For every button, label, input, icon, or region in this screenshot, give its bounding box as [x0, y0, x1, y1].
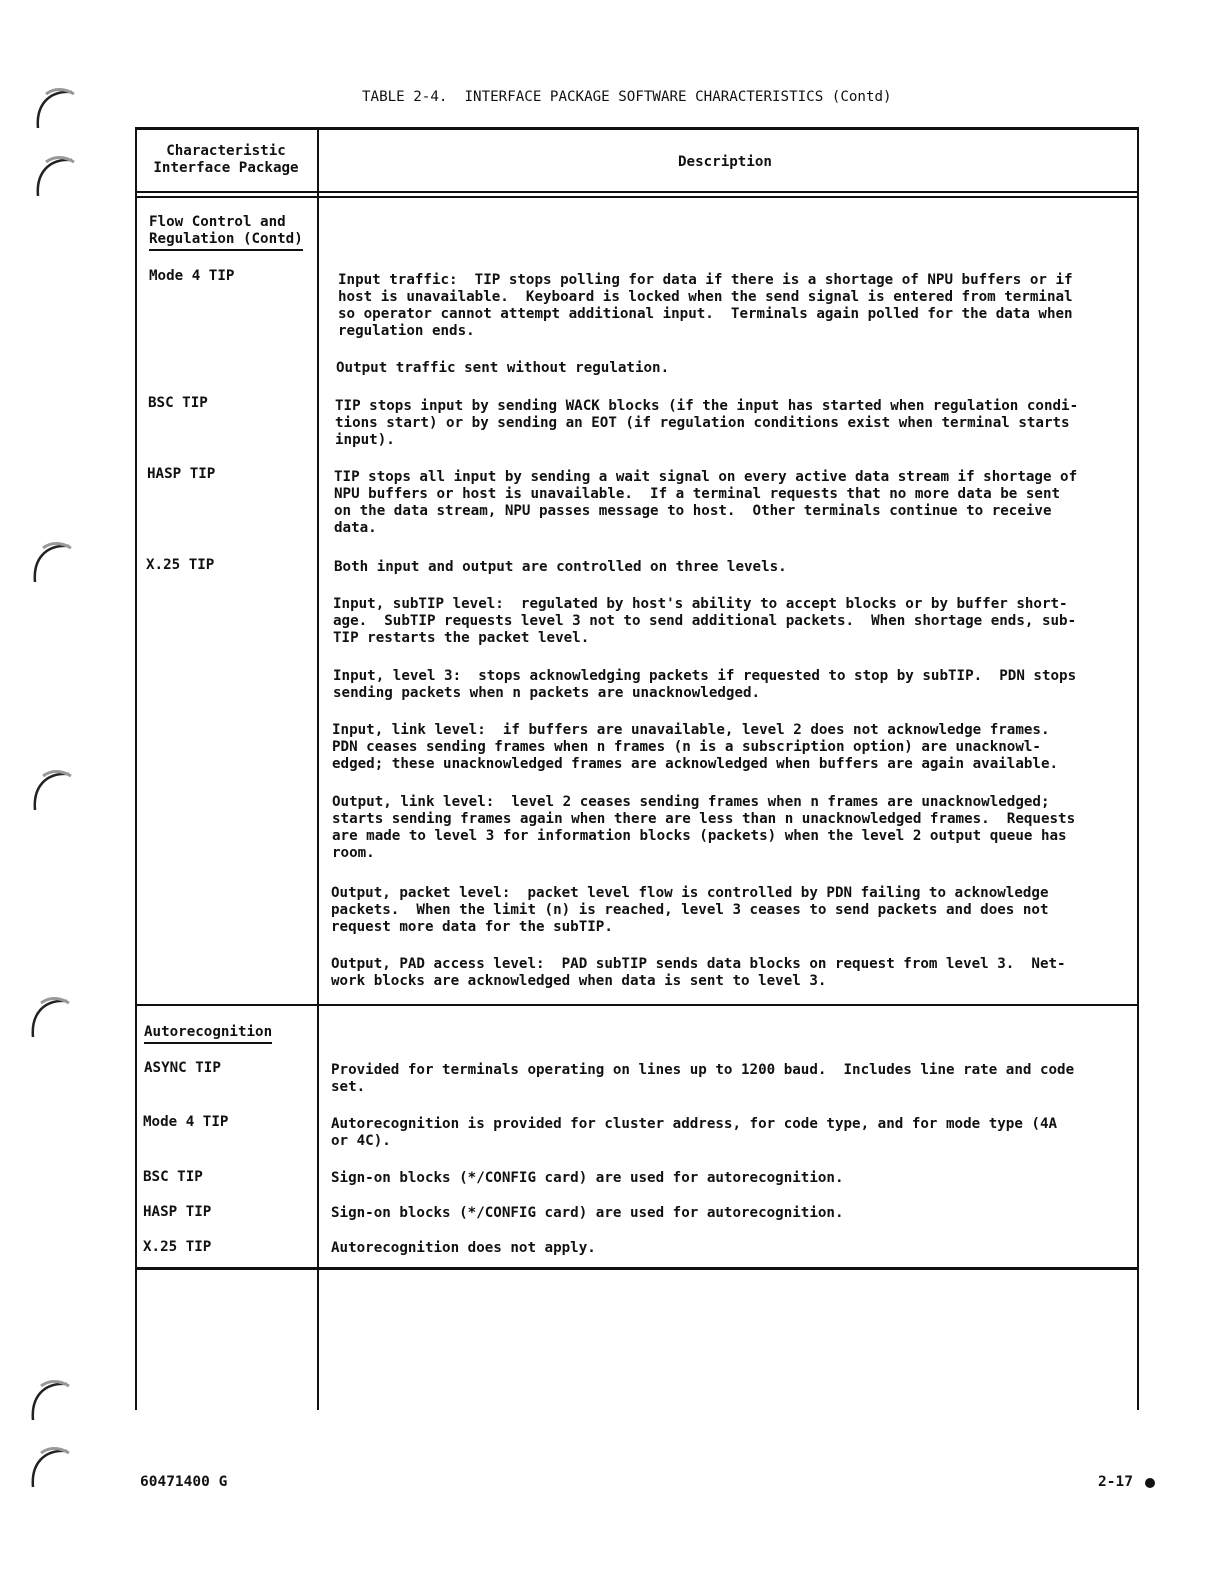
- row-label: HASP TIP: [143, 1204, 212, 1220]
- row-description: Autorecognition does not apply.: [331, 1240, 596, 1256]
- table-top-border: [135, 127, 1139, 130]
- page-number: 2-17: [1098, 1474, 1133, 1490]
- punch-hole-icon: [34, 152, 76, 198]
- row-description: TIP stops input by sending WACK blocks (if the input has started when regulation condi- tions start) or by sending an EOT (if regulation conditions exist when terminal starts input).: [335, 398, 1079, 448]
- row-description: Provided for terminals operating on lines up to 1200 baud. Includes line rate and code set.: [331, 1062, 1075, 1095]
- row-description: Sign-on blocks (*/CONFIG card) are used for autorecognition.: [331, 1170, 844, 1186]
- document-number: 60471400 G: [140, 1474, 228, 1490]
- punch-hole-icon: [29, 1376, 71, 1422]
- row-label: Mode 4 TIP: [143, 1114, 229, 1130]
- row-description: Output, PAD access level: PAD subTIP sends data blocks on request from level 3. Net- work blocks are acknowledged when data is sent to level 3.: [331, 956, 1066, 989]
- header-characteristic: Characteristic Interface Package: [153, 143, 299, 176]
- row-description: Input, subTIP level: regulated by host's ability to accept blocks or by buffer short- age. SubTIP requests level 3 not to send additional packets. When shortage ends, sub- TIP restarts the packet level.: [333, 596, 1077, 646]
- row-description: Output traffic sent without regulation.: [336, 360, 670, 376]
- table-title: TABLE 2-4. INTERFACE PACKAGE SOFTWARE CHARACTERISTICS (Contd): [362, 89, 892, 105]
- section-heading-autorecognition: Autorecognition: [144, 1024, 272, 1044]
- row-description: Output, packet level: packet level flow is controlled by PDN failing to acknowledge packets. When the limit (n) is reached, level 3 ceases to send packets and does not request more data for the subTIP.: [331, 885, 1049, 935]
- punch-hole-icon: [34, 84, 76, 130]
- row-description: Input traffic: TIP stops polling for data if there is a shortage of NPU buffers or if host is unavailable. Keyboard is locked when the send signal is entered from terminal so operator cannot attempt additional input. Terminals again polled for the data when regulation ends.: [338, 272, 1073, 339]
- column-divider: [317, 127, 319, 1410]
- row-description: Input, level 3: stops acknowledging packets if requested to stop by subTIP. PDN stops sending packets when n packets are unacknowledged.: [333, 668, 1077, 701]
- header-description: Description: [678, 154, 772, 170]
- row-label: X.25 TIP: [143, 1239, 212, 1255]
- row-label: ASYNC TIP: [144, 1060, 221, 1076]
- table-right-border: [1137, 127, 1139, 1410]
- table-left-border: [135, 127, 137, 1410]
- row-description: Both input and output are controlled on three levels.: [334, 559, 787, 575]
- characteristics-table: [135, 127, 1140, 1410]
- row-description: Input, link level: if buffers are unavailable, level 2 does not acknowledge frames. PDN ceases sending frames when n frames (n is a subscription option) are unacknowl- edged; these unacknowledged frames are acknowledged when buffers are again available.: [332, 722, 1059, 772]
- header-rule-lower: [135, 196, 1139, 198]
- punch-hole-icon: [31, 766, 73, 812]
- row-label: Mode 4 TIP: [149, 268, 235, 284]
- page-dot-icon: [1145, 1478, 1155, 1488]
- section-divider-bottom: [135, 1267, 1139, 1270]
- row-description: TIP stops all input by sending a wait signal on every active data stream if shortage of NPU buffers or host is unavailable. If a terminal requests that no more data be sent on the data stream, NPU passes message to host. Other terminals continue to receive data.: [334, 469, 1078, 536]
- row-description: Autorecognition is provided for cluster address, for code type, and for mode type (4A or 4C).: [331, 1116, 1058, 1149]
- row-label: BSC TIP: [148, 395, 208, 411]
- section-heading-flow-control: Flow Control and Regulation (Contd): [149, 214, 303, 251]
- punch-hole-icon: [29, 1443, 71, 1489]
- row-label: HASP TIP: [147, 466, 216, 482]
- header-rule-upper: [135, 191, 1139, 193]
- section-divider: [135, 1004, 1139, 1006]
- row-label: X.25 TIP: [146, 557, 215, 573]
- row-description: Output, link level: level 2 ceases sending frames when n frames are unacknowledged; starts sending frames again when there are less than n unacknowledged frames. Requests are made to level 3 for information blocks (packets) when the level 2 output queue has room.: [332, 794, 1076, 861]
- row-description: Sign-on blocks (*/CONFIG card) are used for autorecognition.: [331, 1205, 844, 1221]
- row-label: BSC TIP: [143, 1169, 203, 1185]
- punch-hole-icon: [29, 993, 71, 1039]
- punch-hole-icon: [31, 538, 73, 584]
